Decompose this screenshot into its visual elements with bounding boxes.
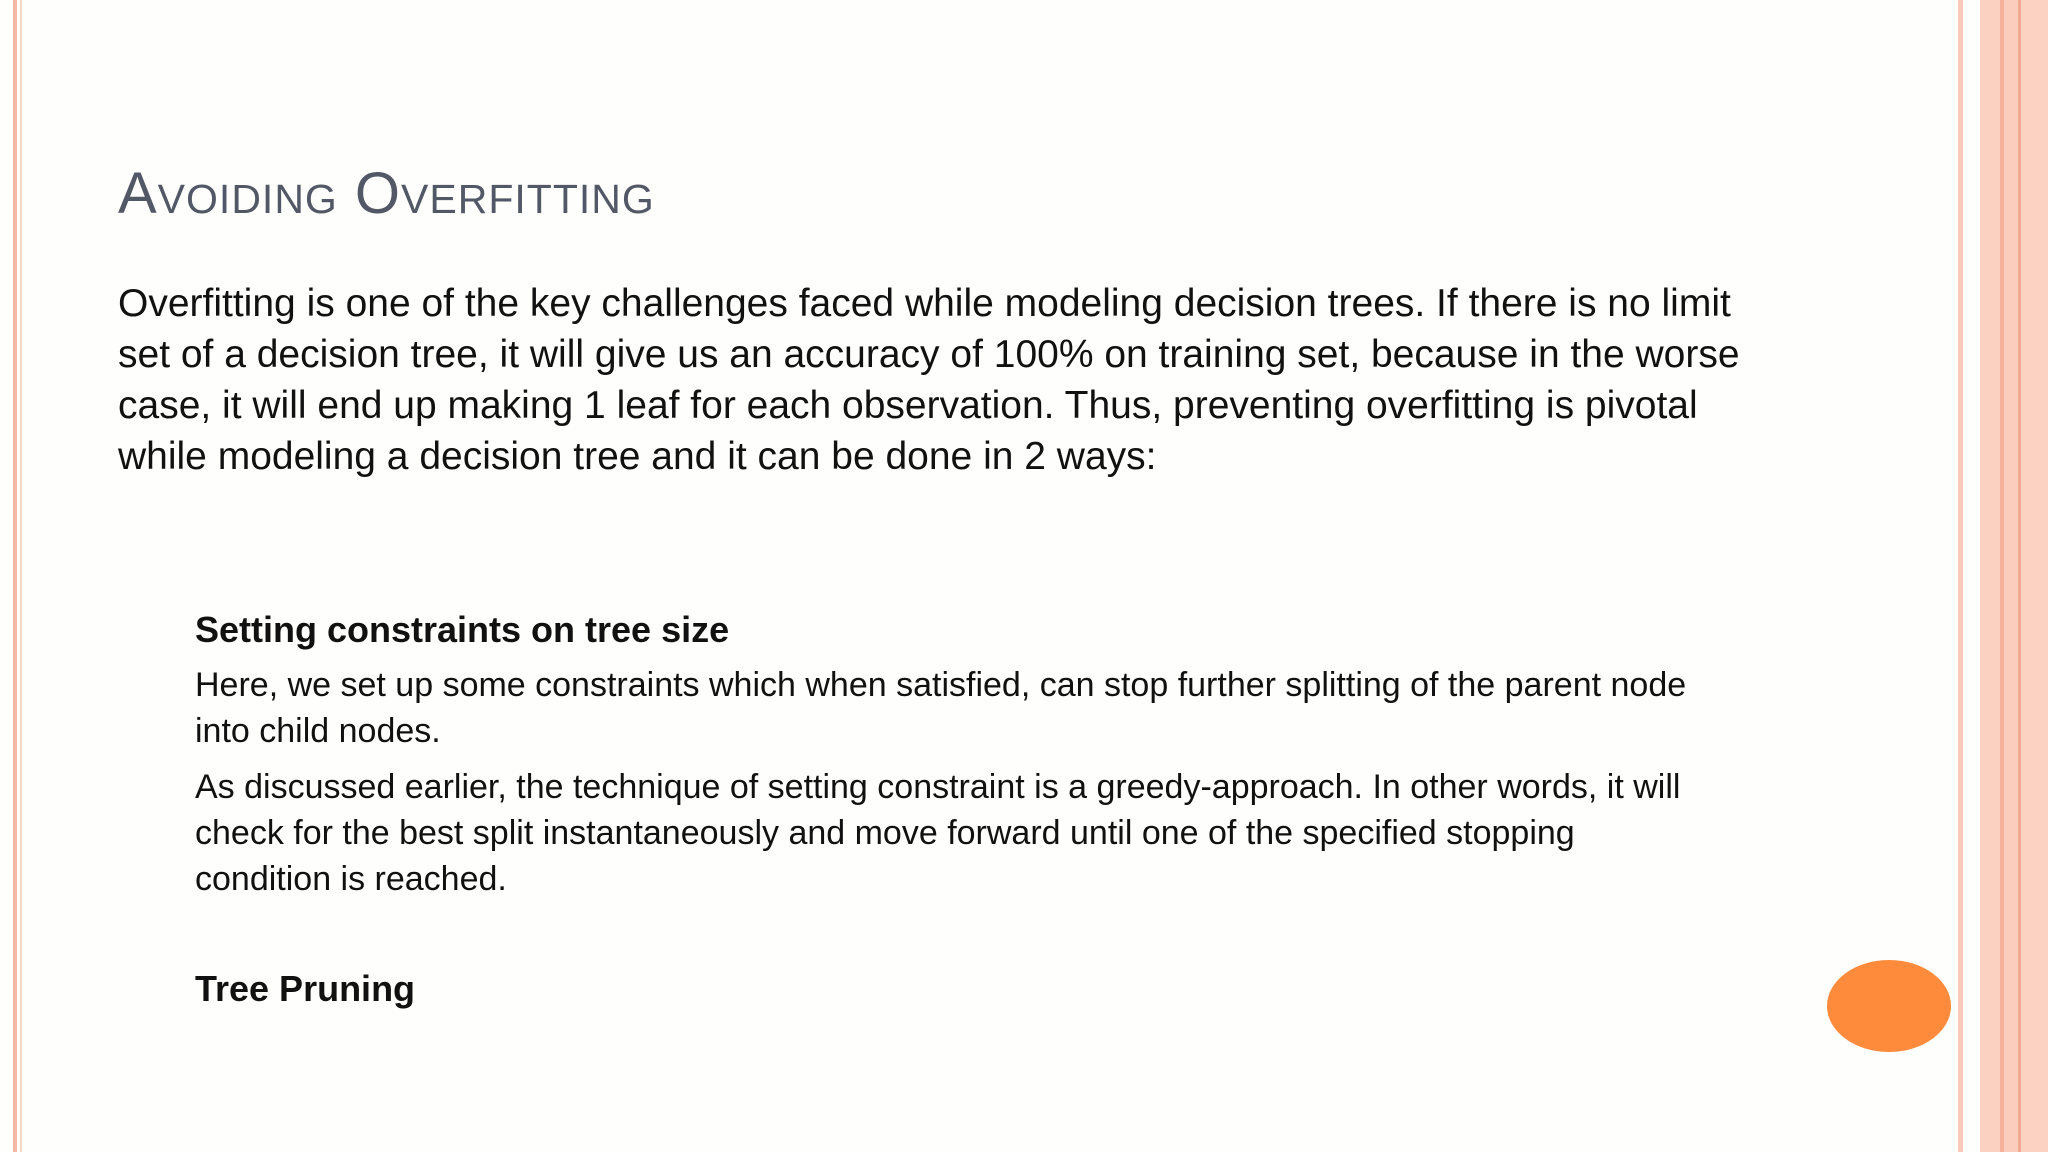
right-stripe <box>2004 0 2018 1152</box>
right-stripe <box>2021 0 2048 1152</box>
right-stripe <box>1980 0 2000 1152</box>
section-heading-constraints: Setting constraints on tree size <box>195 609 730 650</box>
orange-circle-decoration <box>1827 960 1951 1052</box>
intro-paragraph: Overfitting is one of the key challenges faced while modeling decision trees. If there is no limit set of a decision tree, it will give us an accuracy of 100% on training set, because in the worse case, it will end up making 1 leaf for each observation. Thus, preventing overfitting is pivotal while modeling a decision tree and it can be done in 2 ways: <box>118 282 1740 478</box>
section-paragraph: Here, we set up some constraints which when satisfied, can stop further splitting of the parent node into child nodes. <box>195 666 1687 750</box>
left-decorative-stripe-inner <box>20 0 22 1152</box>
slide-title: Avoiding Overfitting <box>118 161 655 226</box>
right-stripe <box>1958 0 1963 1152</box>
section-paragraph: As discussed earlier, the technique of setting constraint is a greedy-approach. In other words, it will check for the best split instantaneously and move forward until one of the specified stopping condition is reached. <box>195 768 1681 898</box>
section-heading-pruning: Tree Pruning <box>195 968 416 1009</box>
left-decorative-stripe <box>13 0 17 1152</box>
